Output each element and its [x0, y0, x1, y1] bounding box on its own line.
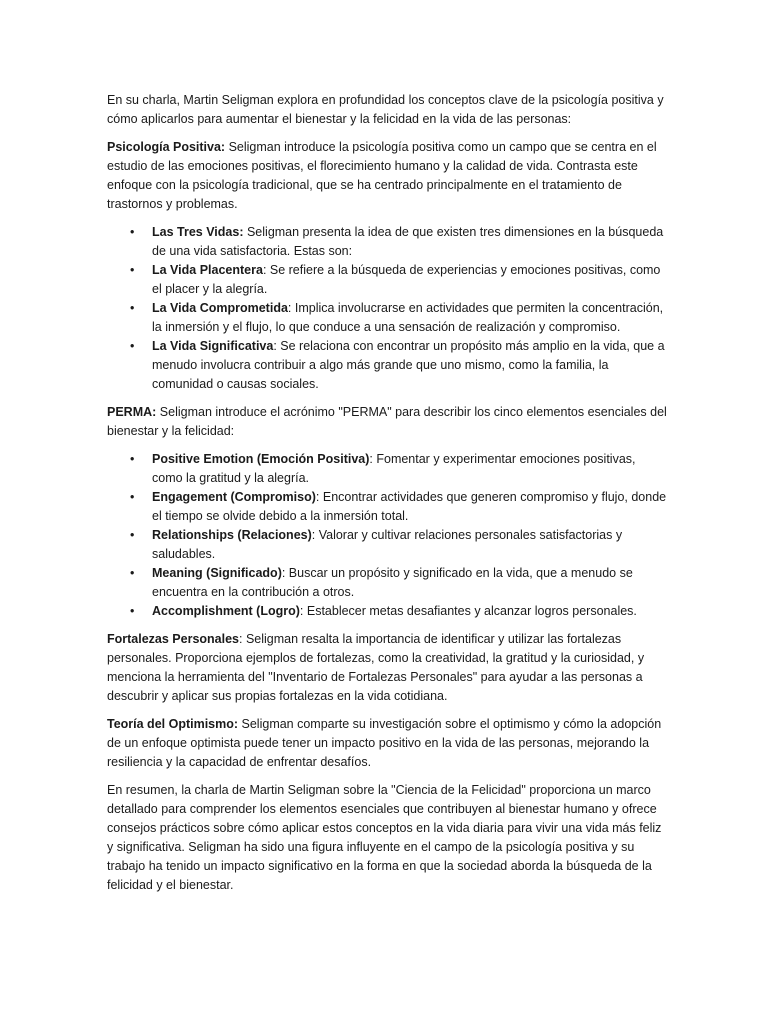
- positive-psychology-text: Seligman introduce la psicología positiva como un campo que se centra en el estudio de las emociones positivas, el florecimiento humano y la calidad de vida. Contrasta este enfoque con la psicología tradicional, que se ha centrado principalmente en el tratamiento de trastornos y problemas.: [107, 140, 657, 211]
- list-item-text: : Encontrar actividades que generen compromiso y flujo, donde el tiempo se olvide debido a la inmersión total.: [152, 490, 667, 523]
- list-item-term: Relationships (Relaciones): [152, 528, 312, 542]
- list-item-text: : Implica involucrarse en actividades que permiten la concentración, la inmersión y el flujo, lo que conduce a una sensación de realización y compromiso.: [152, 301, 664, 334]
- document-page: [107, 91, 667, 904]
- list-item-text: : Se refiere a la búsqueda de experiencias y emociones positivas, como el placer y la alegría.: [152, 263, 661, 296]
- list-item-text: : Establecer metas desafiantes y alcanzar logros personales.: [299, 604, 637, 618]
- list-item-term: La Vida Placentera: [152, 263, 263, 277]
- list-item: [130, 602, 667, 621]
- strengths-term: Fortalezas Personales: [107, 632, 240, 646]
- list-item-term: Meaning (Significado): [152, 566, 282, 580]
- strengths-text: : Seligman resalta la importancia de identificar y utilizar las fortalezas personales. Proporciona ejemplos de fortalezas, como la creatividad, la gratitud y la curiosidad, y menciona la herramienta del "Inventario de Fortalezas Personales" para ayudar a las personas a descubrir y aplicar sus propias fortalezas en la vida cotidiana.: [107, 632, 645, 703]
- list-item-text: : Valorar y cultivar relaciones personales satisfactorias y saludables.: [152, 528, 623, 561]
- list-item-term: Engagement (Compromiso): [152, 490, 316, 504]
- strengths-paragraph: [107, 630, 667, 706]
- bullet-icon: •: [130, 566, 135, 580]
- bullet-icon: •: [130, 339, 135, 353]
- list-item: [130, 299, 667, 337]
- optimism-text: Seligman comparte su investigación sobre el optimismo y cómo la adopción de un enfoque optimista puede tener un impacto positivo en la vida de las personas, mejorando la resiliencia y la capacidad de enfrentar desafíos.: [107, 717, 662, 769]
- list-item-text: : Se relaciona con encontrar un propósito más amplio en la vida, que a menudo involucra contribuir a algo más grande que uno mismo, como la familia, la comunidad o causas sociales.: [152, 339, 665, 391]
- list-item-term: La Vida Significativa: [152, 339, 274, 353]
- optimism-paragraph: [107, 715, 667, 772]
- list-item: [130, 450, 667, 488]
- bullet-icon: •: [130, 452, 135, 466]
- positive-psychology-term: Psicología Positiva:: [107, 140, 226, 154]
- list-item: [130, 337, 667, 394]
- bullet-icon: •: [130, 490, 135, 504]
- list-item-text: Seligman presenta la idea de que existen tres dimensiones en la búsqueda de una vida satisfactoria. Estas son:: [152, 225, 664, 258]
- summary-paragraph: En resumen, la charla de Martin Seligman sobre la "Ciencia de la Felicidad" proporciona un marco detallado para comprender los elementos esenciales que contribuyen al bienestar humano y ofrece consejos prácticos sobre cómo aplicar estos conceptos en la vida diaria para vivir una vida más feliz y significativa. Seligman ha sido una figura influyente en el campo de la psicología positiva y su trabajo ha tenido un impacto significativo en la forma en que la sociedad aborda la búsqueda de la felicidad y el bienestar.: [107, 783, 662, 892]
- intro-paragraph: En su charla, Martin Seligman explora en profundidad los conceptos clave de la psicología positiva y cómo aplicarlos para aumentar el bienestar y la felicidad en la vida de las personas:: [107, 93, 664, 126]
- list-item-term: Accomplishment (Logro): [152, 604, 300, 618]
- positive-psychology-paragraph: [107, 138, 667, 214]
- list-item: [130, 488, 667, 526]
- list-item: [130, 261, 667, 299]
- perma-list: [107, 450, 667, 621]
- list-item-term: Las Tres Vidas:: [152, 225, 244, 239]
- list-item: [130, 526, 667, 564]
- bullet-icon: •: [130, 263, 135, 277]
- list-item: [130, 564, 667, 602]
- three-lives-list: [107, 223, 667, 394]
- list-item: [130, 223, 667, 261]
- perma-term: PERMA:: [107, 405, 157, 419]
- bullet-icon: •: [130, 225, 135, 239]
- bullet-icon: •: [130, 604, 135, 618]
- list-item-term: Positive Emotion (Emoción Positiva): [152, 452, 370, 466]
- optimism-term: Teoría del Optimismo:: [107, 717, 239, 731]
- bullet-icon: •: [130, 301, 135, 315]
- list-item-text: : Buscar un propósito y significado en la vida, que a menudo se encuentra en la contribución a otros.: [152, 566, 633, 599]
- bullet-icon: •: [130, 528, 135, 542]
- perma-paragraph: [107, 403, 667, 441]
- list-item-term: La Vida Comprometida: [152, 301, 288, 315]
- list-item-text: : Fomentar y experimentar emociones positivas, como la gratitud y la alegría.: [152, 452, 636, 485]
- perma-text: Seligman introduce el acrónimo "PERMA" para describir los cinco elementos esenciales del bienestar y la felicidad:: [107, 405, 667, 438]
